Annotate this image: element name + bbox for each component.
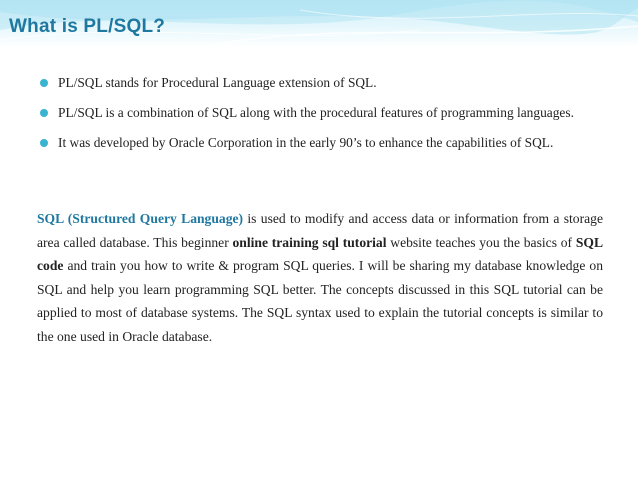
paragraph-text: and train you how to write & program SQL queries. I will be sharing my database knowledge on SQL and help you learn programming SQL better. The concepts discussed in this SQL tutorial can be applied to most of database systems. The SQL syntax used to explain the tutorial concepts is similar to the one used in Oracle database. bbox=[37, 258, 603, 344]
bullet-dot-icon bbox=[40, 139, 48, 147]
paragraph-text: is used to modify and access data or information from a storage area called database. This beginner bbox=[37, 211, 603, 250]
tutorial-keyword: online training sql tutorial bbox=[232, 234, 387, 250]
bullet-item bbox=[40, 130, 600, 156]
slide-title: What is PL/SQL? bbox=[9, 16, 166, 37]
paragraph-text: website teaches you the basics of bbox=[386, 234, 576, 250]
bullet-item bbox=[40, 100, 600, 126]
bullet-item bbox=[40, 70, 600, 96]
description-paragraph bbox=[37, 207, 603, 349]
bullet-text: PL/SQL is a combination of SQL along with the procedural features of programming languages. bbox=[58, 105, 574, 120]
sql-code-keyword: SQL code bbox=[37, 234, 604, 274]
bullet-list bbox=[40, 70, 600, 160]
sql-highlight: SQL (Structured Query Language) bbox=[37, 211, 244, 226]
bullet-text: It was developed by Oracle Corporation in the early 90’s to enhance the capabilities of SQL. bbox=[58, 135, 554, 150]
bullet-dot-icon bbox=[40, 109, 48, 117]
header-banner bbox=[0, 0, 638, 48]
bullet-text: PL/SQL stands for Procedural Language extension of SQL. bbox=[58, 75, 377, 90]
bullet-dot-icon bbox=[40, 79, 48, 87]
